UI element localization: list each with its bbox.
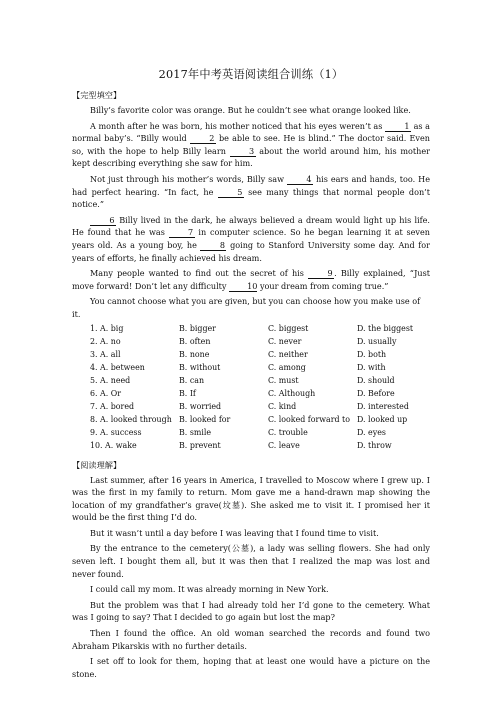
option-cell: B. looked for — [179, 414, 231, 424]
option-cell: B. smile — [179, 427, 212, 437]
blank-3: 3 — [230, 147, 256, 157]
option-cell: B. If — [179, 388, 196, 398]
option-cell: 10. A. wake — [90, 440, 137, 450]
option-cell: 8. A. looked through — [90, 414, 172, 424]
text-run: his ears and hands, too. He had perfect hearing. “In fact, he — [72, 173, 431, 197]
option-row — [90, 441, 427, 454]
page-title: 2017年中考英语阅读组合训练（1） — [158, 68, 344, 81]
option-cell: B. worried — [179, 401, 222, 411]
option-cell: C. must — [268, 375, 299, 385]
option-cell: D. interested — [357, 401, 409, 411]
option-cell: C. biggest — [268, 323, 309, 333]
cloze-paragraph-4 — [72, 214, 430, 264]
blank-10: 10 — [229, 282, 257, 292]
reading-paragraph: I could call my mom. It was already morning in New York. — [90, 584, 329, 595]
option-row — [90, 389, 427, 402]
option-row — [90, 363, 427, 376]
option-cell: D. usually — [357, 336, 397, 346]
option-row — [90, 350, 427, 363]
option-cell: D. eyes — [357, 427, 386, 437]
option-cell: D. the biggest — [357, 323, 414, 333]
blank-2: 2 — [190, 134, 216, 144]
text-run: Many people wanted to find out the secret of his — [90, 268, 309, 279]
reading-paragraph: I set off to look for them, hoping that at least one would have a picture on the stone. — [72, 656, 430, 679]
option-cell: B. often — [179, 336, 211, 346]
option-cell: D. Before — [357, 388, 395, 398]
blank-1: 1 — [385, 122, 411, 132]
blank-5: 5 — [218, 188, 244, 198]
reading-paragraph: Then I found the office. An old woman searched the records and found two Abraham Pikarskis with no further details. — [72, 628, 430, 651]
option-cell: 7. A. bored — [90, 401, 135, 411]
option-cell: C. leave — [268, 440, 300, 450]
option-cell: B. can — [179, 375, 205, 385]
blank-9: 9 — [308, 269, 334, 279]
blank-8: 8 — [200, 241, 226, 251]
cloze-paragraph-1: Billy’s favorite color was orange. But he couldn’t see what orange looked like. — [90, 105, 411, 115]
option-row — [90, 324, 427, 337]
text-run: as a normal baby’s. “Billy would — [72, 120, 430, 144]
reading-paragraph: By the entrance to the cemetery(公墓), a lady was selling flowers. She had only seven left. I bought them all, but it was then that I realized the map was lost and never found. — [72, 543, 430, 579]
text-run: Not just through his mother’s words, Billy saw — [90, 173, 287, 184]
reading-paragraph: But the problem was that I had already told her I’d gone to the cemetery. What was I going to say? That I decided to go again but lost the map? — [72, 599, 430, 623]
option-cell: B. none — [179, 349, 210, 359]
reading-paragraph: But it wasn’t until a day before I was leaving that I found time to visit. — [90, 527, 379, 538]
reading-passage — [72, 474, 430, 681]
text-run: Billy lived in the dark, he always believed a dream would light up his life. He found that he was — [72, 214, 430, 238]
reading-paragraph: Last summer, after 16 years in America, I travelled to Moscow where I grew up. I was the first in my family to return. Mom gave me a hand-drawn map showing the location of my grandfather’s grave(坟墓). She asked me to visit it. I promised her it would be the first thing I’d do. — [72, 474, 430, 523]
option-cell: C. looked forward to — [268, 414, 350, 424]
option-cell: C. trouble — [268, 427, 308, 437]
option-row — [90, 415, 427, 428]
option-cell: B. bigger — [179, 323, 216, 333]
cloze-heading: 【完型填空】 — [72, 90, 122, 100]
cloze-paragraph-5 — [72, 267, 430, 292]
option-cell: D. with — [357, 362, 386, 372]
text-run: going to Stanford University some day. And for years of efforts, he finally achieved his dream. — [72, 239, 430, 263]
text-run: see many things that normal people don’t notice.” — [72, 186, 430, 210]
option-cell: 9. A. success — [90, 427, 142, 437]
option-cell: B. prevent — [179, 440, 221, 450]
options-table — [90, 324, 427, 454]
option-cell: D. throw — [357, 440, 392, 450]
text-run: be able to see. He is blind.” The doctor said. Even so, with the hope to help Billy learn — [72, 133, 430, 156]
cloze-paragraph-6: You cannot choose what you are given, but you can choose how you make use of it. — [72, 296, 421, 319]
option-cell: C. Although — [268, 388, 316, 398]
option-cell: 1. A. big — [90, 323, 124, 333]
option-row — [90, 428, 427, 441]
blank-6: 6 — [90, 216, 116, 226]
cloze-paragraph-3 — [72, 173, 430, 211]
document-page — [72, 66, 430, 683]
option-row — [90, 402, 427, 415]
text-run: about the world around him, his mother kept describing everything she saw for him. — [72, 145, 430, 169]
option-cell: C. never — [268, 336, 302, 346]
option-cell: D. should — [357, 375, 395, 385]
option-cell: 3. A. all — [90, 349, 121, 359]
option-cell: 2. A. no — [90, 336, 121, 346]
option-row — [90, 337, 427, 350]
option-cell: D. both — [357, 349, 387, 359]
blank-7: 7 — [169, 228, 195, 238]
option-cell: 6. A. Or — [90, 388, 121, 398]
text-run: in computer science. So he began learning it at seven years old. As a young boy, he — [72, 227, 430, 250]
option-cell: C. neither — [268, 349, 308, 359]
text-run: A month after he was born, his mother noticed that his eyes weren’t as — [90, 120, 385, 131]
option-cell: C. among — [268, 362, 306, 372]
option-row — [90, 376, 427, 389]
option-cell: C. kind — [268, 401, 297, 411]
text-run: . Billy explained, “Just move forward! Don’t let any difficulty — [72, 268, 430, 291]
blank-4: 4 — [287, 175, 313, 185]
option-cell: D. looked up — [357, 414, 408, 424]
option-cell: B. without — [179, 362, 221, 372]
reading-heading: 【阅读理解】 — [72, 459, 122, 470]
cloze-paragraph-2 — [72, 120, 430, 170]
option-cell: 5. A. need — [90, 375, 131, 385]
text-run: your dream from coming true.” — [257, 280, 389, 291]
option-cell: 4. A. between — [90, 362, 145, 372]
